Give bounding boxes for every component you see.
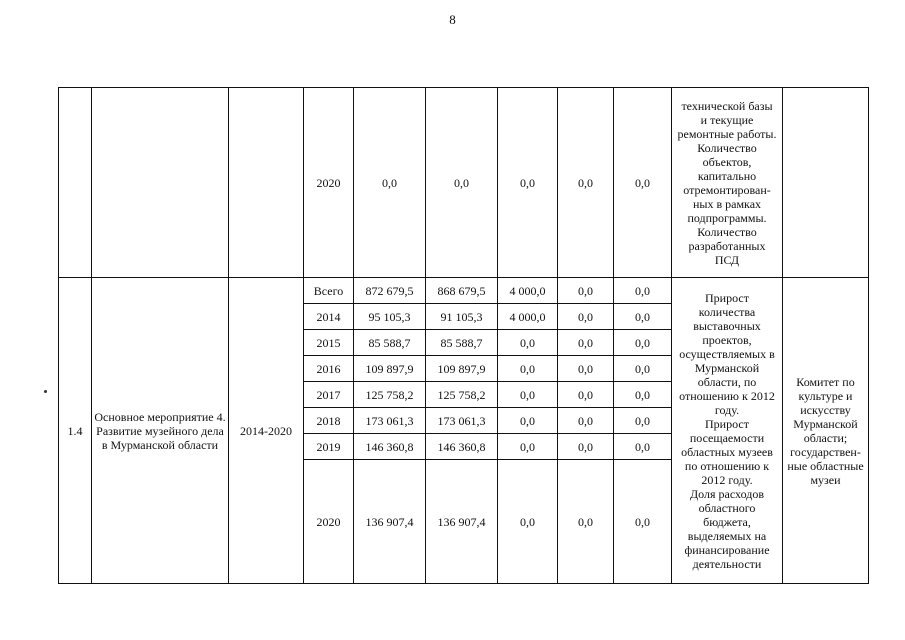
cont-executor-cell	[783, 88, 869, 278]
year-cell: 2020	[304, 460, 354, 584]
year-cell: 2015	[304, 330, 354, 356]
value-cell: 109 897,9	[354, 356, 426, 382]
value-cell: 0,0	[614, 330, 672, 356]
cont-description-cell: технической базы и текущие ремонтные работы. Количество объектов, капитально отремонтирован- ных в рамках подпрограммы. Количество разработанных ПСД	[672, 88, 783, 278]
value-cell: 173 061,3	[354, 408, 426, 434]
continuation-row	[59, 88, 869, 278]
value-cell: 173 061,3	[426, 408, 498, 434]
value-cell: 91 105,3	[426, 304, 498, 330]
value-cell: 0,0	[614, 382, 672, 408]
value-cell: 0,0	[614, 434, 672, 460]
value-cell: 868 679,5	[426, 278, 498, 304]
value-cell: 136 907,4	[426, 460, 498, 584]
year-cell: Всего	[304, 278, 354, 304]
value-cell: 0,0	[498, 356, 558, 382]
value-cell: 0,0	[558, 382, 614, 408]
value-cell: 0,0	[498, 434, 558, 460]
value-cell: 109 897,9	[426, 356, 498, 382]
value-cell: 0,0	[498, 408, 558, 434]
measure-number-cell: 1.4	[59, 278, 92, 584]
value-cell: 125 758,2	[426, 382, 498, 408]
cont-value-cell: 0,0	[354, 88, 426, 278]
value-cell: 0,0	[614, 304, 672, 330]
value-cell: 95 105,3	[354, 304, 426, 330]
value-cell: 136 907,4	[354, 460, 426, 584]
value-cell: 146 360,8	[426, 434, 498, 460]
value-cell: 85 588,7	[354, 330, 426, 356]
value-cell: 85 588,7	[426, 330, 498, 356]
value-cell: 0,0	[614, 278, 672, 304]
value-cell: 0,0	[498, 330, 558, 356]
value-cell: 4 000,0	[498, 304, 558, 330]
cont-year-cell: 2020	[304, 88, 354, 278]
measure-executor-cell: Комитет по культуре и искусству Мурманской области; государствен- ные областные музеи	[783, 278, 869, 584]
program-table	[58, 87, 869, 584]
cont-name-cell	[92, 88, 229, 278]
value-cell: 0,0	[558, 408, 614, 434]
value-cell: 872 679,5	[354, 278, 426, 304]
year-cell: 2014	[304, 304, 354, 330]
value-cell: 146 360,8	[354, 434, 426, 460]
cont-period-cell	[229, 88, 304, 278]
year-cell: 2017	[304, 382, 354, 408]
value-cell: 0,0	[558, 330, 614, 356]
value-cell: 0,0	[498, 382, 558, 408]
year-cell: 2016	[304, 356, 354, 382]
value-cell: 0,0	[558, 434, 614, 460]
cont-value-cell: 0,0	[614, 88, 672, 278]
value-cell: 0,0	[614, 356, 672, 382]
cont-value-cell: 0,0	[558, 88, 614, 278]
value-cell: 0,0	[558, 356, 614, 382]
year-cell: 2018	[304, 408, 354, 434]
measure-name-cell: Основное мероприятие 4. Развитие музейного дела в Мурманской области	[92, 278, 229, 584]
measure-description-cell: Прирост количества выставочных проектов, осуществляемых в Мурманской области, по отношению к 2012 году. Прирост посещаемости областных музеев по отношению к 2012 году. Доля расходов областного бюджета, выделяемых на финансирование деятельности	[672, 278, 783, 584]
value-cell: 0,0	[558, 278, 614, 304]
value-cell: 0,0	[614, 460, 672, 584]
page-number: 8	[449, 12, 456, 27]
value-cell: 0,0	[558, 460, 614, 584]
value-cell: 0,0	[614, 408, 672, 434]
cont-number-cell	[59, 88, 92, 278]
value-cell: 4 000,0	[498, 278, 558, 304]
value-cell: 0,0	[558, 304, 614, 330]
table-row	[59, 278, 869, 304]
value-cell: 0,0	[498, 460, 558, 584]
measure-period-cell: 2014-2020	[229, 278, 304, 584]
value-cell: 125 758,2	[354, 382, 426, 408]
cont-value-cell: 0,0	[498, 88, 558, 278]
year-cell: 2019	[304, 434, 354, 460]
cont-value-cell: 0,0	[426, 88, 498, 278]
scan-speck	[44, 390, 47, 393]
